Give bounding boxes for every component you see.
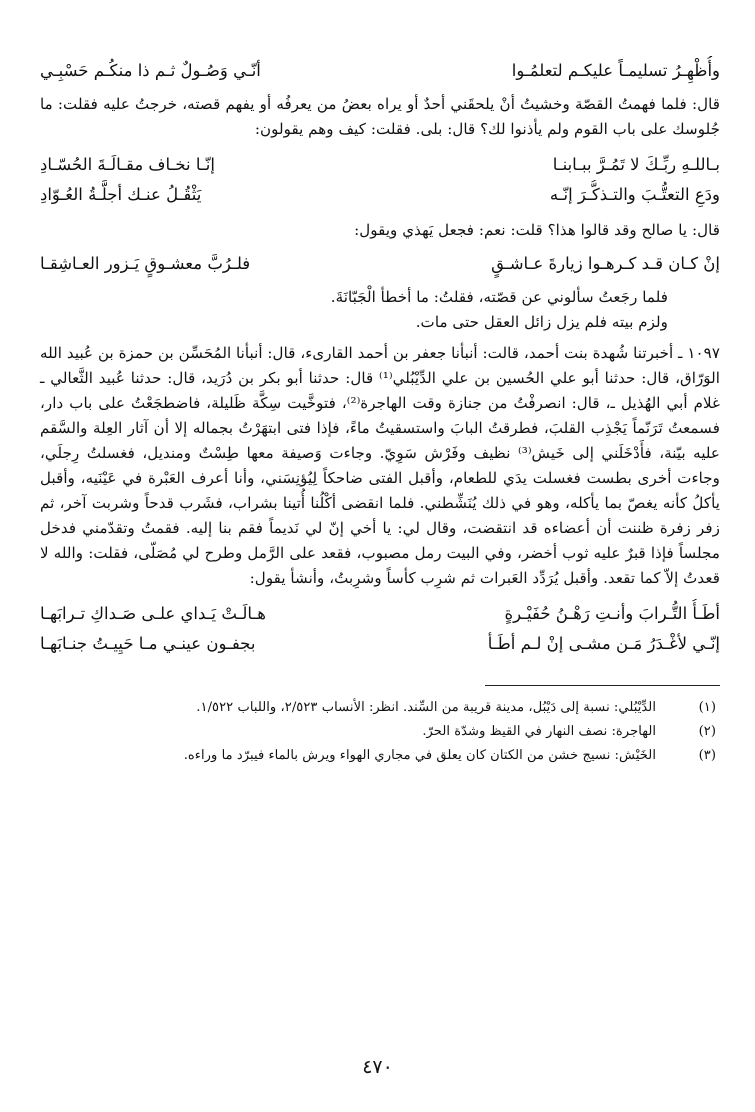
verse-hemistich: إنّـي لأغْـدَرُ مَـن مشـى إنْ لـم أطَـأ — [487, 634, 720, 653]
footnote-divider — [485, 685, 720, 686]
verse-line — [40, 249, 720, 279]
verse-line — [40, 56, 720, 86]
verse-hemistich: إنّـا نخـاف مقـالَـةَ الحُسّـادِ — [40, 155, 215, 174]
verse-hemistich: أطَـأُ التُّـرابَ وأنـتِ رَهْـنُ حُفَيْـرةٍ — [504, 604, 720, 623]
verse-hemistich: ودَعِ التعتُّـبَ والتـذكُّـرَ إنّـه — [549, 185, 720, 204]
footnote-text: الخَيْش: نسيج خشن من الكتان كان يعلق في مجاري الهواء ويرش بالماء فيبرّد ما وراءه. — [183, 748, 656, 763]
verse-hemistich: يَثْقُـلُ عنـك أجلَّـةُ العُـوّادِ — [40, 185, 202, 204]
page-number: ٤٧٠ — [362, 1056, 393, 1078]
footnote-number: (١) — [698, 700, 716, 715]
verse-hemistich: إنْ كـان قـد كـرهـوا زيارةَ عـاشـقٍ — [491, 254, 720, 273]
verse-group-4 — [40, 599, 720, 659]
paragraph: قال: يا صالح وقد قالوا هذا؟ قلت: نعم: فجعل يَهذي ويقول: — [354, 221, 720, 239]
verse-line — [40, 150, 720, 180]
paragraph: ولزم بيته فلم يزل زائل العقل حتى مات. — [415, 313, 668, 331]
footnote-text: الدِّيْبُلي: نسبة إلى دَيْبُل، مدينة قريبة من السِّند. انظر: الأنساب ٢/٥٢٣، واللباب ١/٥٢٢. — [196, 700, 656, 715]
verse-hemistich: هـالَـتْ يَـداي علـى صَـداكِ تـرابَهـا — [40, 604, 266, 623]
footnote-number: (٢) — [698, 724, 716, 739]
verse-group-1 — [40, 56, 720, 86]
verse-hemistich: بـاللـهِ ربِّـكَ لا تَمُـرَّ ببـابنـا — [552, 155, 720, 174]
verse-group-2 — [40, 150, 720, 210]
paragraph-narration: ١٠٩٧ ـ أخبرتنا شُهدة بنت أحمد، قالت: أنبأنا جعفر بن أحمد القارىء، قال: أنبأنا المُحَسِّن بن حمزة بن عُبيد الله الوَرّاق، قال: حدثنا أبو علي الحُسين بن علي الدِّيْبُلي⁽¹⁾ قال: حدثنا أبو بكر بن دُرَيد، قال: حدثنا عُبيد الثَّعالي ـ غلام أبي الهُذيل ـ، قال: انصرفْتُ من جنازة وقت الهاجرة⁽²⁾، فتوخَّيت سِكَّة ظَليلة، فاضطجَعْتُ على باب دار، فسمعتُ تَرَنّماً يَجْذِب القلبَ، فطرقتُ البابَ واستسقيتُ ماءً، فإذا فتى ابتهَرْتُ بجماله إلا أن آثار العِلة والسَّقم عليه بيّنة، فأَدْخَلَني إلى خَيش⁽³⁾ نظيف وفَرْش سَوِيّ. وجاءت وَصيفة معها طِسْتٌ ومنديل، فغسلتُ رِجلَي، وجاءت أخرى بطست فغسلت يدَي للطعام، وأقبل الفتى ضاحكاً لِيُؤنِسَني، وأنا أعرف العَبْرة في عَيْنَيه، وأقبل يأكلُ كأنه يغصّ بما يأكله، وهو في ذلك يُنَشِّطني. فلما انقضى أكْلُنا أُتينا بشراب، فشَرب قدحاً وشربت آخر، ثم زفر زفرة ظننت أن أعضاءه قد انتقضت، وقال لي: يا أخي إنّ لي نَديماً فقم بنا إليه. فقمتُ وتقدّمني فدخل مجلساً فإذا قبرٌ عليه ثوب أخضر، وفي البيت رمل مصبوب، فقعد على الرَّمل وطرح لي مُصَلّى، فقلت: والله لا قعدتُ إلاّ كما تقعد. وأقبل يُرَدِّد العَبرات ثم شرِب كأساً وشرِبتُ، وأنشأ يقول: — [40, 344, 720, 587]
footnote — [40, 696, 720, 720]
verse-group-3 — [40, 249, 720, 279]
paragraph: قال: فلما فهمتُ القصّة وخشيتُ أنْ يلحقَني أحدٌ أو يراه بعضُ من يعرفُه أو يفهم قصته، خرجتُ عليه فقلت: ما جُلوسك على باب القوم ولم يأذنوا لك؟ قال: بلى. فقلت: كيف وهم يقولون: — [40, 95, 720, 138]
page-body — [40, 50, 720, 768]
verse-line — [40, 180, 720, 210]
footnote — [40, 744, 720, 768]
verse-line — [40, 629, 720, 659]
footnote-text: الهاجرة: نصف النهار في القيظ وشدّة الحرّ. — [422, 724, 656, 739]
verse-line — [40, 599, 720, 629]
paragraph: فلما رجَعتُ سألوني عن قصّته، فقلتُ: ما أخطأ الْجَبّانَةَ. — [330, 288, 668, 306]
verse-hemistich: أنّـي وَصُـولٌ ثـم ذا منكُـم حَسْبِـي — [40, 61, 261, 80]
verse-hemistich: فلـرُبَّ معشـوقٍ يَـزور العـاشِقـا — [40, 254, 251, 273]
verse-hemistich: بجفـون عينـي مـا حَيِيـتُ جنـابَهـا — [40, 634, 256, 653]
verse-hemistich: وأُظْهِـرُ تسليمـاً عليكـم لتعلمُـوا — [511, 61, 720, 80]
footnote — [40, 720, 720, 744]
footnote-number: (٣) — [698, 748, 716, 763]
